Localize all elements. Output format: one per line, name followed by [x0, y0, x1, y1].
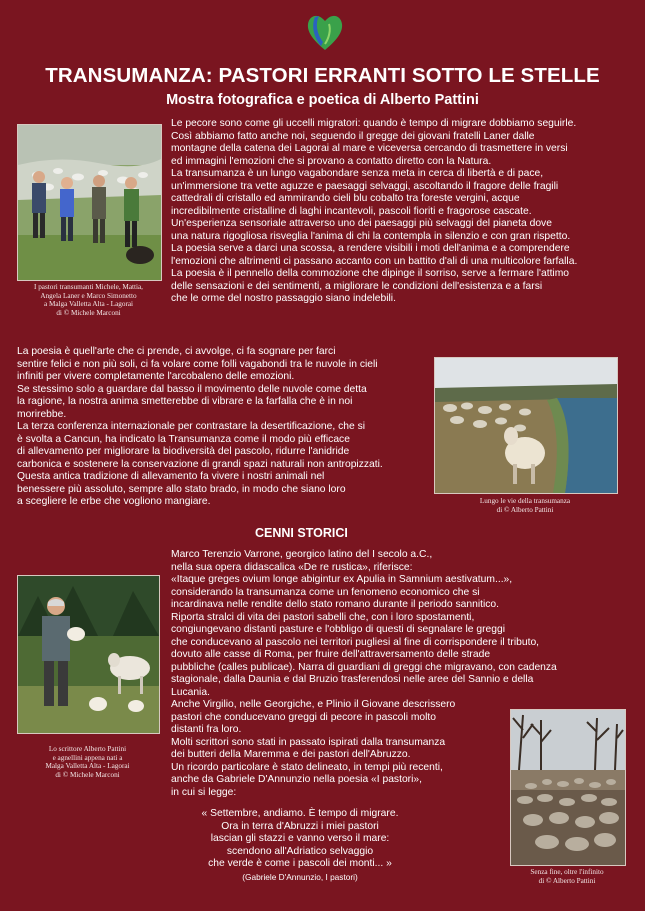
- writer-lambs-photo-caption: Lo scrittore Alberto Pattini e agnellini appena nati a Malga Valletta Alta - Lagorai di © Michele Marconi: [45, 745, 130, 779]
- shepherds-photo: [17, 124, 162, 281]
- page-subtitle: Mostra fotografica e poetica di Alberto Pattini: [166, 92, 479, 108]
- flock-road-photo: [510, 709, 626, 866]
- flock-river-photo-caption: Lungo le vie della transumanza di © Alberto Pattini: [479, 497, 571, 514]
- writer-lambs-photo: [17, 575, 160, 734]
- flock-road-photo-caption: Senza fine, oltre l'infinito di © Alberto Pattini: [530, 868, 604, 885]
- page-title: TRANSUMANZA: PASTORI ERRANTI SOTTO LE STELLE: [45, 64, 600, 87]
- poetry-paragraph: La poesia è quell'arte che ci prende, ci avvolge, ci fa sognare per farci sentire felici e non più soli, ci fa volare come folli vagabondi tra le nuvole in cieli infiniti per vivere completamente l'arcobaleno delle emozioni. Se stessimo solo a guardare dal basso il movimento delle nuvole come detta la ragione, la nostra anima smetterebbe di vibrare e la farfalla che è in noi morirebbe. La terza conferenza internazionale per contrastare la desertificazione, che si è svolta a Cancun, ha indicato la Transumanza come il modo più efficace di allevamento per migliorare la biodiversità del pascolo, ridurre l'anidride carbonica e sostenere la conservazione di grandi spazi naturali non antropizzati. Questa antica tradizione di allevamento fa vivere i nostri animali nel benessere più assoluto, sempre allo stato brado, in modo che siano loro a scegliere le erbe che vogliono mangiare.: [17, 346, 383, 507]
- history-paragraph: Marco Terenzio Varrone, georgico latino del I secolo a.C., nella sua opera didascalica «De re rustica», riferisce: «Itaque greges ovium longe abigintur ex Apulia in Samnium aestivatum...», considerando la transumanza come un fenomeno economico che si incardinava nelle rendite dello stato romano durante il periodo sannitico. Riporta stralci di vita dei pastori sabelli che, con i loro spostamenti, congiungevano distanti pasture e l'obbligo di questi di segnalare le greggi che conducevano al pascolo nei territori pugliesi al fine di corrispondere il tributo, dovuto alle casse di Roma, per fruire dell'attraversamento delle strade pubbliche (calles publicae). Narra di guardiani di greggi che migravano, con cadenza stagionale, dalla Daunia e dal Bruzio trasferendosi nelle aree del Sannio e della Lucania. Anche Virgilio, nelle Georgiche, e Plinio il Giovane descrissero pastori che conducevano greggi di pecore in pascoli molto distanti fra loro. Molti scrittori sono stati in passato ispirati dalla transumanza dei butteri della Maremma e dei pastori dell'Abruzzo. Un ricordo particolare è stato delineato, in tempi più recenti, anche da Gabriele D'Annunzio nella poesia «I pastori», in cui si legge:: [171, 549, 557, 798]
- shepherds-photo-caption: I pastori transumanti Michele, Mattia, Angela Laner e Marco Simonetto a Malga Valletta Alta - Lagorai di © Michele Marconi: [34, 283, 143, 317]
- poem-credit: (Gabriele D'Annunzio, I pastori): [242, 871, 358, 882]
- green-heart-logo-icon: [305, 10, 345, 52]
- dannunzio-poem: « Settembre, andiamo. È tempo di migrare. Ora in terra d'Abruzzi i miei pastori lascian gli stazzi e vanno verso il mare: scendono all'Adriatico selvaggio che verde è come i pascoli dei monti... » (Gabriele D'Annunzio, I pastori): [175, 808, 425, 884]
- flock-river-photo: [434, 357, 618, 494]
- intro-paragraph: Le pecore sono come gli uccelli migratori: quando è tempo di migrare dobbiamo seguirle. Così abbiamo fatto anche noi, seguendo il gregge dei giovani fratelli Laner dalle montagne della catena dei Lagorai al mare e viceversa cercando di trasmettere in versi ed immagini l'emozioni che si provano a contatto diretto con la Natura. La transumanza è un lungo vagabondare senza meta in cerca di libertà e di pace, un'immersione tra vette aguzze e paesaggi selvaggi, ascoltando il fragore delle fragili cattedrali di cristallo ed ammirando cieli blu cobalto tra foreste vergini, acque incredibilmente cristalline di laghi incantevoli, pascoli fioriti e fragorose cascate. Un'esperienza sensoriale attraverso uno dei paesaggi più selvaggi del pianeta dove una natura rigogliosa risveglia l'anima di chi la contempla in silenzio e con gran rispetto. La poesia serve a darci una scossa, a rendere visibili i moti dell'anima e a comprendere l'emozioni che altrimenti ci passano accanto con un battito d'ali di una multicolore farfalla. La poesia è il pennello della commozione che dipinge il sorriso, serve a fermare l'attimo delle sensazioni e dei sentimenti, a migliorare le condizioni dell'esistenza e a farsi che le orme del nostro passaggio siano indelebili.: [171, 118, 578, 304]
- history-heading: CENNI STORICI: [255, 526, 348, 540]
